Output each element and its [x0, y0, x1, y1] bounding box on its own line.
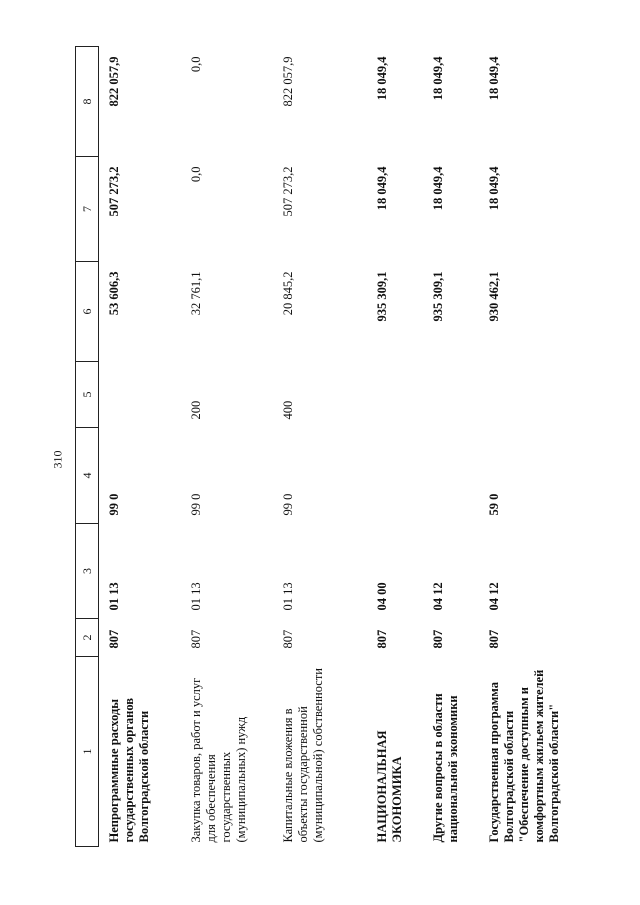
table-row [273, 47, 367, 847]
header-col-1: 1 [76, 657, 99, 847]
cell-amount-7: 507 273,2 [107, 166, 121, 217]
cell-amount-7: 0,0 [189, 166, 203, 183]
cell-program-code: 99 0 [281, 493, 295, 516]
cell-section-code: 04 12 [487, 582, 501, 611]
header-col-3: 3 [76, 524, 99, 619]
cell-amount-8: 18 049,4 [487, 56, 501, 101]
cell-amount-7: 18 049,4 [431, 166, 445, 211]
cell-program-code [423, 428, 479, 524]
cell-expense-type [99, 362, 182, 428]
cell-amount-6: 930 462,1 [487, 271, 501, 322]
cell-amount-6: 935 309,1 [375, 271, 389, 322]
table-row [99, 47, 182, 847]
table-rotated [75, 47, 561, 847]
cell-amount-6: 935 309,1 [431, 271, 445, 322]
cell-amount-7: 507 273,2 [281, 166, 295, 217]
cell-expense-type [367, 362, 423, 428]
cell-amount-8: 822 057,9 [281, 56, 295, 107]
table-container [75, 47, 561, 847]
row-name: Государственная программа Волгоградской области "Обеспечение доступным и комфортным жильем жителей Волгоградской области" [487, 669, 561, 843]
cell-ministry-code: 807 [431, 629, 445, 649]
cell-ministry-code: 807 [487, 629, 501, 649]
header-col-6: 6 [76, 262, 99, 362]
row-name: Другие вопросы в области национальной экономики [431, 693, 460, 843]
cell-amount-6: 53 606,3 [107, 271, 121, 316]
header-col-7: 7 [76, 157, 99, 262]
row-name: НАЦИОНАЛЬНАЯ ЭКОНОМИКА [375, 730, 404, 843]
cell-section-code: 01 13 [281, 582, 295, 611]
row-name: Капитальные вложения в объекты государственной (муниципальной) собственности [281, 668, 325, 843]
cell-section-code: 01 13 [189, 582, 203, 611]
cell-expense-type [479, 362, 583, 428]
header-col-8: 8 [76, 47, 99, 157]
header-row [76, 47, 99, 847]
cell-section-code: 01 13 [107, 582, 121, 611]
cell-program-code [367, 428, 423, 524]
cell-amount-8: 18 049,4 [375, 56, 389, 101]
table-row [181, 47, 273, 847]
table-row [423, 47, 479, 847]
cell-section-code: 04 00 [375, 582, 389, 611]
cell-ministry-code: 807 [189, 629, 203, 649]
budget-table [75, 46, 583, 847]
cell-amount-8: 18 049,4 [431, 56, 445, 101]
cell-expense-type: 400 [281, 400, 295, 420]
cell-section-code: 04 12 [431, 582, 445, 611]
cell-ministry-code: 807 [375, 629, 389, 649]
cell-amount-6: 20 845,2 [281, 271, 295, 316]
cell-amount-7: 18 049,4 [375, 166, 389, 211]
cell-amount-7: 18 049,4 [487, 166, 501, 211]
header-col-5: 5 [76, 362, 99, 428]
cell-amount-8: 822 057,9 [107, 56, 121, 107]
cell-program-code: 99 0 [107, 493, 121, 516]
table-row [479, 47, 583, 847]
cell-program-code: 59 0 [487, 493, 501, 516]
page-number: 310 [50, 450, 65, 469]
cell-ministry-code: 807 [107, 629, 121, 649]
cell-expense-type [423, 362, 479, 428]
cell-ministry-code: 807 [281, 629, 295, 649]
cell-amount-6: 32 761,1 [189, 271, 203, 316]
table-row [367, 47, 423, 847]
cell-program-code: 99 0 [189, 493, 203, 516]
cell-amount-8: 0,0 [189, 56, 203, 73]
cell-expense-type: 200 [189, 400, 203, 420]
row-name: Непрограммные расходы государственных органов Волгоградской области [107, 697, 151, 843]
header-col-2: 2 [76, 619, 99, 657]
row-name: Закупка товаров, работ и услуг для обеспечения государственных (муниципальных) нужд [189, 677, 248, 843]
header-col-4: 4 [76, 428, 99, 524]
